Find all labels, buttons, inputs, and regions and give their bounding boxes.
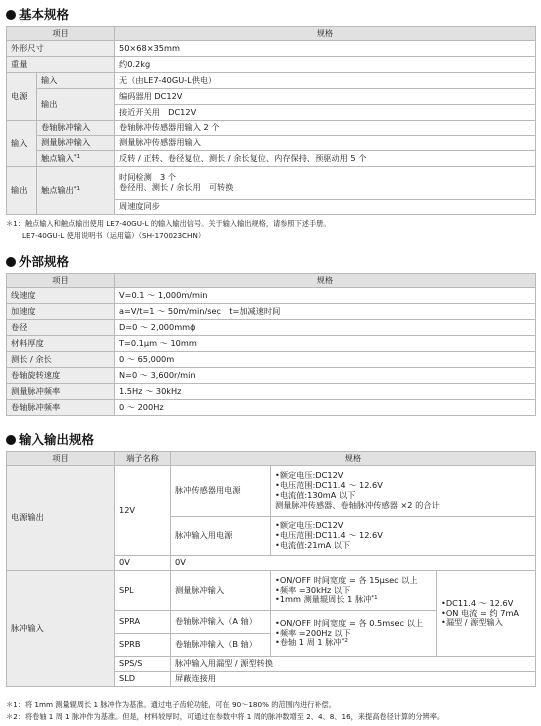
power-output-label: 输出 [37,89,115,121]
ext-row-label: 线速度 [7,288,115,304]
bullet-dot-icon [6,257,16,267]
terminal-sps: SPS/S [115,657,171,672]
footnote-mark: *1 [73,185,81,192]
reel-pulse-input-label: 卷轴脉冲输入 [37,121,115,136]
spec-line: •ON 电流 = 约 7mA [441,607,520,618]
time-detection-text: 时间检测 3 个 [119,172,176,183]
ext-row-label: 测长 / 余长 [7,352,115,368]
terminal-0v: 0V [115,556,171,571]
contact-output-label [37,167,115,215]
ext-row-value: 0 ～ 65,000m [115,352,536,368]
speed-sync-text: 周速度同步 [115,200,536,215]
ext-row-value: V=0.1 ～ 1,000m/min [115,288,536,304]
ext-row-label: 卷轴脉冲频率 [7,400,115,416]
ext-row-value: N=0 ～ 3,600r/min [115,368,536,384]
spec-line: •电压范围:DC11.4 ～ 12.6V [275,480,383,491]
spl-spec [271,571,437,611]
weight-value: 约0.2kg [115,57,536,73]
terminal-sprb: SPRB [115,634,171,657]
output-label: 输出 [7,167,37,215]
contact-input-label [37,151,115,167]
sld-desc: 屏蔽连接用 [171,672,536,687]
basic-footnote-2: LE7-40GU-L 使用说明书（运用篇）（SH-170023CHN） [22,231,206,240]
external-spec-table [6,273,536,416]
terminal-sld: SLD [115,672,171,687]
pulse-sensor-power-label: 脉冲传感器用电源 [171,466,271,517]
external-spec-title: 外部规格 [19,254,70,269]
sprb-desc: 卷轴脉冲输入（B 轴） [171,634,271,657]
io-footnote-1: ＊1：将 1mm 测量辊周长 1 脉冲作为基准。通过电子齿轮功能，可在 90～180% 的范围内进行补偿。 [6,700,336,709]
power-input-value: 无（由LE7-40GU-L供电） [115,73,536,89]
pulse-input-power-spec [271,517,536,556]
basic-footnote-1: ＊1：触点输入和触点输出使用 LE7-40GU-L 的输入输出信号。关于输入输出规格，请参照下述手册。 [6,219,331,228]
io-footnote-2: ＊2：将卷轴 1 周 1 脉冲作为基准。但是，材料较厚时，可通过在参数中将 1 周的脉冲数增至 2、4、8、16，来提高卷径计算的分辨率。 [6,712,445,721]
input-label: 输入 [7,121,37,167]
spec-line: •电压范围:DC11.4 ～ 12.6V [275,530,383,541]
spec-line: •DC11.4 ～ 12.6V [441,597,514,608]
spr-spec [271,611,437,657]
col-spec-header: 规格 [115,274,536,288]
zero-v-value: 0V [171,556,536,571]
terminal-spl: SPL [115,571,171,611]
terminal-spra: SPRA [115,611,171,634]
power-input-label: 输入 [37,73,115,89]
meas-pulse-input-label: 测量脉冲输入 [37,136,115,151]
basic-spec-heading [6,7,69,22]
pulse-input-power-label: 脉冲输入用电源 [171,517,271,556]
col-terminal-header: 端子名称 [115,452,171,466]
ext-row-value: 1.5Hz ～ 30kHz [115,384,536,400]
ext-row-label: 卷轴旋转速度 [7,368,115,384]
footnote-mark: *1 [73,153,81,160]
weight-label: 重量 [7,57,115,73]
meas-pulse-input-value: 测量脉冲传感器用输入 [115,136,536,151]
pulse-sensor-power-spec [271,466,536,517]
spec-line: •频率 =30kHz 以下 [275,584,351,595]
basic-spec-table [6,26,536,215]
spec-line: •ON/OFF 时间宽度 = 各 0.5msec 以上 [275,617,424,628]
spec-line-text: •1mm 测量辊周长 1 脉冲 [275,594,372,605]
contact-output-value [115,167,536,200]
reel-pulse-input-value: 卷轴脉冲传感器用输入 2 个 [115,121,536,136]
col-spec-header: 规格 [171,452,536,466]
spec-line: •电流值:130mA 以下 [275,490,356,500]
basic-spec-title: 基本规格 [19,7,70,22]
spec-line [275,595,432,605]
size-label: 外形尺寸 [7,41,115,57]
size-value: 50×68×35mm [115,41,536,57]
footnote-mark: *1 [371,595,378,602]
power-label: 电源 [7,73,37,121]
contact-output-label-text: 触点输出 [41,184,74,195]
spec-line: •漏型 / 源型输入 [441,617,503,628]
bullet-dot-icon [6,435,16,445]
power-output-value-2: 接近开关用 DC12V [115,105,536,121]
footnote-mark: *2 [341,638,348,645]
spl-desc: 测量脉冲输入 [171,571,271,611]
ext-row-label: 加速度 [7,304,115,320]
col-item-header: 项目 [7,274,115,288]
external-spec-heading [6,254,69,269]
ext-row-label: 材料厚度 [7,336,115,352]
contact-input-value: 反转 / 正转、卷径复位、测长 / 余长复位、内存保持、预驱动用 5 个 [115,151,536,167]
sps-desc: 脉冲输入用漏型 / 源型转换 [171,657,536,672]
switchable-text: 卷径用、测长 / 余长用 可转换 [119,182,234,192]
spec-line: •ON/OFF 时间宽度 = 各 15μsec 以上 [275,574,418,585]
spec-line: •额定电压:DC12V [275,470,344,481]
contact-input-label-text: 触点输入 [41,152,74,163]
spec-line: •电流值:21mA 以下 [275,539,351,550]
io-spec-title: 输入输出规格 [19,432,95,447]
col-item-header: 项目 [7,27,115,41]
terminal-12v: 12V [115,466,171,556]
io-spec-table [6,451,536,687]
bullet-dot-icon [6,10,16,20]
spra-desc: 卷轴脉冲输入（A 轴） [171,611,271,634]
spec-line: •频率 =200Hz 以下 [275,627,351,638]
io-spec-heading [6,432,94,447]
ext-row-label: 卷径 [7,320,115,336]
spec-line: •额定电压:DC12V [275,520,344,531]
spec-line-text: •卷轴 1 周 1 脉冲 [275,637,342,648]
ext-row-label: 测量脉冲频率 [7,384,115,400]
ext-row-value: T=0.1μm ～ 10mm [115,336,536,352]
ext-row-value: a=V/t=1 ～ 50m/min/sec t=加减速时间 [115,304,536,320]
power-output-value-1: 编码器用 DC12V [115,89,536,105]
col-item-header: 项目 [7,452,115,466]
ext-row-value: 0 ～ 200Hz [115,400,536,416]
col-spec-header: 规格 [115,27,536,41]
spec-line [275,638,432,648]
power-output-label: 电源输出 [7,466,115,571]
common-input-spec [437,571,536,657]
ext-row-value: D=0 ～ 2,000mmϕ [115,320,536,336]
spec-line: 测量脉冲传感器、卷轴脉冲传感器 ×2 的合计 [275,499,440,510]
pulse-input-label: 脉冲输入 [7,571,115,687]
